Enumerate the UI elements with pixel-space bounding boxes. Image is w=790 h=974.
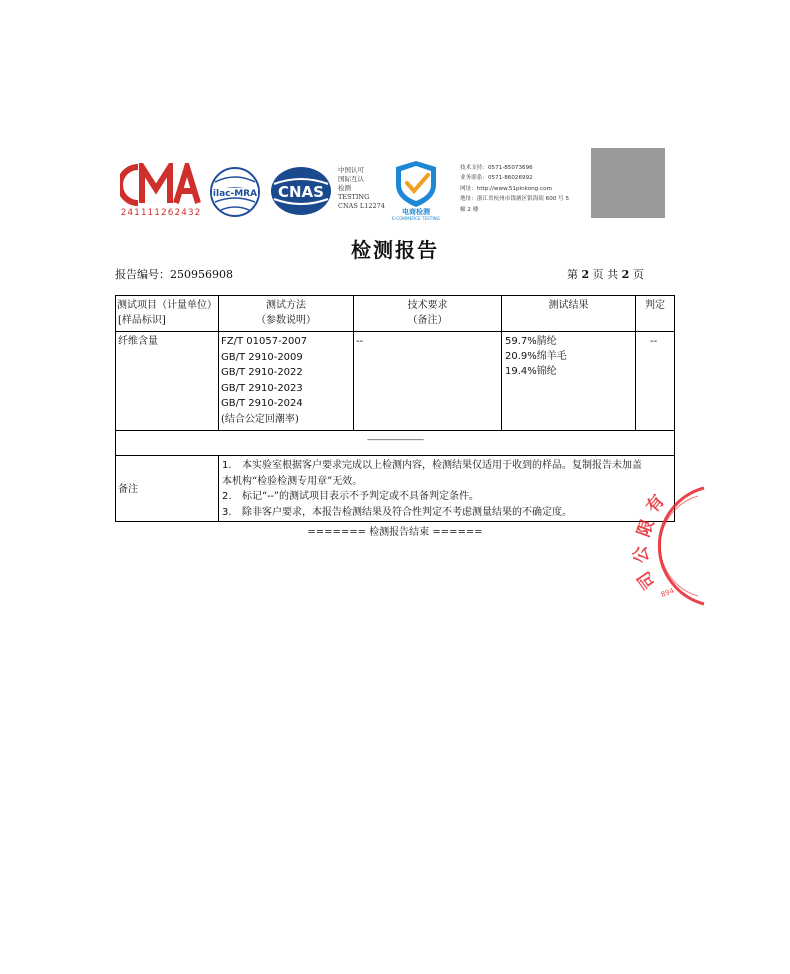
table-col-divider	[501, 295, 502, 431]
header-result: 测试结果	[548, 300, 589, 311]
ilac-globe-icon	[209, 166, 261, 218]
header-item	[116, 298, 218, 328]
method-standard: FZ/T 01057-2007	[221, 336, 308, 347]
row-requirement: --	[356, 336, 364, 347]
row-judgement: --	[650, 336, 658, 347]
shield-check-icon	[388, 159, 444, 221]
ilac-label: ilac-MRA	[212, 189, 258, 199]
contact-website: 网址：http://www.51pinkong.com	[460, 185, 552, 192]
seal-stamp-icon	[618, 484, 708, 608]
table-divider	[115, 331, 675, 332]
report-end-marker: ======= 检测报告结束 ======	[307, 527, 483, 538]
method-standard: GB/T 2910-2009	[221, 351, 303, 363]
page-mid: 页 共	[592, 268, 619, 281]
cma-letters-icon	[120, 163, 202, 207]
contact-business: 业务联系：0571-86026992	[460, 175, 533, 182]
svg-text:有: 有	[642, 491, 669, 518]
page-indicator	[567, 266, 644, 282]
result-line: 20.9%绵羊毛	[505, 351, 567, 362]
cert-line: CNAS L12274	[338, 202, 385, 210]
notes-list	[222, 458, 674, 520]
contact-tech-support: 技术支持：0571-85073696	[460, 165, 533, 171]
note-item	[222, 489, 674, 505]
header-requirement	[354, 298, 501, 328]
row-results	[505, 334, 567, 379]
notes-label: 备注	[118, 484, 138, 495]
cma-logo	[120, 163, 202, 221]
method-standard: GB/T 2910-2023	[221, 382, 303, 394]
cnas-label: CNAS	[278, 183, 324, 201]
result-line: 59.7%腈纶	[505, 336, 557, 347]
header-judgement: 判定	[645, 300, 665, 311]
cert-line: 中国认可	[338, 166, 364, 174]
svg-text:公: 公	[630, 544, 653, 565]
page-total: 2	[621, 268, 630, 281]
page-prefix: 第	[567, 268, 578, 281]
table-divider	[115, 455, 675, 456]
cert-line: 检测	[338, 184, 351, 192]
note-item	[222, 458, 674, 474]
note-text: 本机构“检验检测专用章”无效。	[222, 475, 363, 487]
method-note: (结合公定回潮率)	[221, 413, 299, 425]
cma-number: 241111262432	[120, 208, 202, 218]
cnas-logo	[270, 166, 332, 216]
ecom-cn-label: 电商检测	[402, 208, 430, 216]
row-methods	[221, 334, 307, 427]
table-border-top	[115, 295, 675, 296]
ecom-en-label: E-COMMERCE TESTING	[392, 216, 440, 221]
header-requirement-line: 技术要求	[407, 300, 448, 311]
table-col-divider	[635, 295, 636, 431]
header-method	[219, 298, 353, 328]
contact-info	[460, 163, 588, 215]
qr-code-placeholder	[591, 148, 665, 218]
note-number: 3.	[222, 506, 232, 518]
certification-text	[338, 166, 394, 211]
header-method-line: （参数说明）	[256, 315, 316, 326]
row-item: 纤维含量	[118, 336, 158, 347]
note-text: 除非客户要求，本报告检测结果及符合性判定不考虑测量结果的不确定度。	[242, 506, 572, 518]
report-number: 报告编号：250956908	[115, 268, 233, 281]
method-standard: GB/T 2910-2024	[221, 398, 303, 409]
note-text: 本实验室根据客户要求完成以上检测内容，检测结果仅适用于收到的样品。复制报告未加盖	[242, 460, 642, 471]
contact-address-cont: 幢 2 楼	[460, 206, 479, 213]
note-item	[222, 505, 674, 521]
cert-line: TESTING	[338, 193, 370, 201]
note-number: 2.	[222, 491, 232, 502]
note-text: 标记“--”的测试项目表示不予判定或不具备判定条件。	[242, 491, 479, 502]
page-current: 2	[581, 268, 590, 281]
contact-address: 地址：浙江省杭州市钱塘区银海街 600 号 5	[460, 196, 570, 203]
header-requirement-line: （备注）	[407, 315, 448, 326]
seal-number: 894	[659, 586, 676, 599]
method-standard: GB/T 2910-2022	[221, 367, 303, 378]
result-line: 19.4%锦纶	[505, 366, 557, 377]
ecommerce-testing-logo	[388, 159, 444, 221]
header-method-line: 测试方法	[266, 300, 306, 311]
svg-text:限: 限	[633, 516, 659, 540]
svg-text:司: 司	[633, 567, 661, 593]
cnas-emblem-icon	[270, 166, 332, 216]
table-divider	[115, 430, 675, 431]
table-border-bottom	[115, 521, 675, 522]
note-number: 1.	[222, 460, 232, 471]
cert-line: 国际互认	[338, 175, 364, 183]
ilac-mra-logo	[209, 166, 261, 218]
separator-line: ————————	[367, 435, 423, 444]
table-col-divider	[218, 455, 219, 522]
note-item	[222, 474, 674, 490]
company-seal-stamp	[618, 484, 708, 608]
page-title: 检测报告	[351, 238, 439, 262]
table-border-left	[115, 295, 116, 522]
page-suffix: 页	[632, 268, 644, 281]
header-item-line: [样品标识]	[118, 315, 166, 326]
header-item-line: 测试项目（计量单位）	[117, 300, 217, 311]
